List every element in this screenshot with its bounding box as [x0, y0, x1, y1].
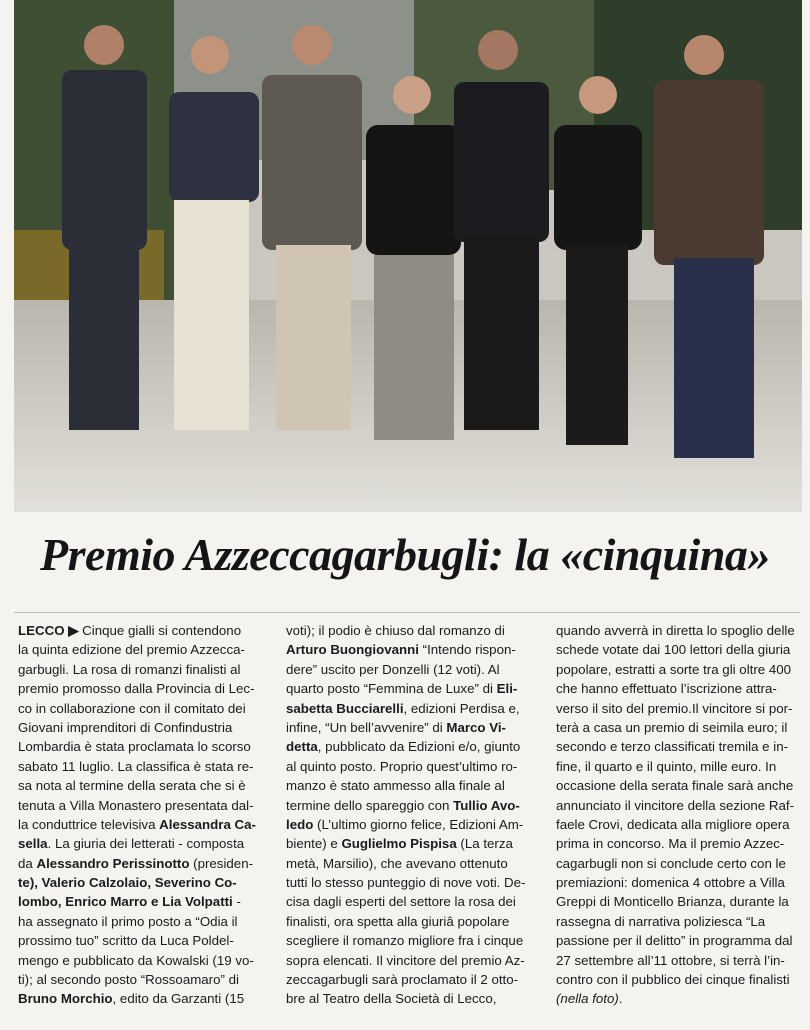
article-text: premio promosso dalla Provincia di Lec-	[18, 681, 255, 697]
article-line	[286, 737, 534, 756]
article-text: Marco Vi-	[446, 719, 506, 735]
article-text: “Intendo rispon-	[418, 642, 516, 658]
article-line	[286, 621, 534, 640]
article-text: verso il sito del premio.Il vincitore si por-	[556, 700, 793, 716]
article-line	[556, 737, 804, 756]
article-line	[18, 640, 266, 659]
article-text: (presiden-	[189, 855, 254, 871]
article-text: ledo	[286, 816, 314, 832]
article-line	[556, 796, 804, 815]
article-line	[556, 892, 804, 911]
article-line	[556, 951, 804, 970]
article-text: quando avverrà in diretta lo spoglio delle	[556, 623, 795, 638]
article-text: Eli-	[496, 681, 518, 697]
article-text: popolare, estratti a sorte tra gli oltre 400	[556, 661, 792, 677]
article-line	[286, 815, 534, 834]
article-line	[286, 796, 534, 815]
article-line	[286, 951, 534, 970]
article-line	[556, 621, 804, 640]
article-text: . La giuria dei letterati - composta	[47, 836, 245, 852]
article-line	[18, 854, 266, 873]
article-line	[18, 951, 266, 970]
article-line	[556, 970, 804, 989]
article-text: garbugli. La rosa di romanzi finalisti al	[18, 661, 241, 677]
article-text: 27 settembre all’11 ottobre, si terrà l’in-	[556, 952, 785, 968]
article-text: faele Crovi, dedicata alla migliore opera	[556, 816, 790, 832]
article-text: (nella foto)	[556, 991, 619, 1007]
article-text: Cinque gialli si contendono	[82, 623, 242, 638]
article-text: scegliere il romanzo migliore fra i cinque	[286, 933, 524, 949]
article-text: mengo e pubblicato da Kowalski (19 vo-	[18, 952, 254, 968]
article-text: passione per il delitto” in programma dal	[556, 933, 793, 949]
article-text: -	[232, 894, 241, 910]
article-line	[556, 854, 804, 873]
article-line	[286, 660, 534, 679]
article-line	[18, 621, 266, 640]
article-text: la quinta edizione del premio Azzecca-	[18, 642, 245, 658]
article-text: Greppi di Monticello Brianza, durante la	[556, 894, 789, 910]
article-line	[286, 699, 534, 718]
article-text: sabato 11 luglio. La classifica è stata re-	[18, 758, 254, 774]
article-text: (La terza	[456, 836, 513, 852]
article-text: occasione della serata finale sarà anche	[556, 778, 794, 794]
article-line	[286, 640, 534, 659]
article-line	[18, 989, 266, 1008]
article-text: detta	[286, 739, 318, 755]
article-text: sopra elencati. Il vincitore del premio Az-	[286, 952, 525, 968]
article-line	[556, 757, 804, 776]
article-text: sella	[18, 836, 48, 852]
article-text: zeccagarbugli sarà proclamato il 2 otto-	[286, 972, 519, 988]
article-text: Giovani imprenditori di Confindustria	[18, 719, 233, 735]
article-text: tutti lo stesso punteggio di nove voti. De-	[286, 875, 526, 891]
article-line	[556, 660, 804, 679]
article-line	[556, 873, 804, 892]
article-line	[18, 718, 266, 737]
article-column-3	[556, 621, 804, 1009]
article-line	[18, 660, 266, 679]
article-line	[18, 815, 266, 834]
article-line	[286, 854, 534, 873]
article-text: cagarbugli non si conclude certo con le	[556, 855, 786, 871]
article-text: Guglielmo Pispisa	[341, 836, 457, 852]
article-line	[556, 931, 804, 950]
article-line	[18, 699, 266, 718]
article-line	[556, 989, 804, 1008]
article-text: voti); il podio è chiuso dal romanzo di	[286, 623, 505, 638]
article-text: Lombardia è stata proclamata lo scorso	[18, 739, 251, 755]
article-line	[18, 873, 266, 892]
article-text: Tullio Avo-	[453, 797, 520, 813]
article-text: che hanno effettuato l’iscrizione attra-	[556, 681, 777, 697]
article-text: te),	[18, 875, 42, 891]
article-text: rassegna di narrativa poliziesca “La	[556, 913, 766, 929]
article-line	[286, 834, 534, 853]
article-text: metà, Marsilio), che avevano ottenuto	[286, 855, 508, 871]
article-line	[556, 640, 804, 659]
article-text: Arturo Buongiovanni	[286, 642, 419, 658]
article-headline: Premio Azzeccagarbugli: la «cinquina»	[40, 529, 770, 580]
article-line	[286, 873, 534, 892]
article-text: terà a casa un premio di seimila euro; il	[556, 719, 788, 735]
article-text: prossimo tuo” scritto da Luca Poldel-	[18, 933, 234, 949]
article-line	[286, 776, 534, 795]
article-column-2	[286, 621, 534, 1009]
article-line	[556, 776, 804, 795]
article-text: prima in concorso. Ma il premio Azzec-	[556, 836, 785, 852]
article-line	[286, 912, 534, 931]
article-text: dere” uscito per Donzelli (12 voti). Al	[286, 661, 500, 677]
article-text: ha assegnato il primo posto a “Odia il	[18, 913, 238, 929]
divider	[14, 612, 800, 613]
article-line	[18, 970, 266, 989]
article-text: , pubblicato da Edizioni e/o, giunto	[317, 739, 521, 755]
article-text: annunciato il vincitore della sezione Raf-	[556, 797, 795, 813]
article-text: finalisti, ora spetta alla giuriâ popolare	[286, 913, 510, 929]
article-line	[286, 970, 534, 989]
article-line	[18, 892, 266, 911]
article-text: Valerio Calzolaio, Severino Co-	[41, 875, 237, 891]
article-line	[556, 834, 804, 853]
article-text: quarto posto “Femmina de Luxe” di	[286, 681, 497, 697]
article-text: LECCO	[18, 623, 69, 638]
article-text: Alessandro Perissinotto	[36, 855, 190, 871]
article-text: (L’ultimo giorno felice, Edizioni Am-	[313, 816, 524, 832]
article-text: tenuta a Villa Monastero presentata dal-	[18, 797, 254, 813]
article-line	[18, 912, 266, 931]
article-line	[18, 776, 266, 795]
article-line	[556, 679, 804, 698]
article-text: la conduttrice televisiva	[18, 816, 160, 832]
article-line	[286, 757, 534, 776]
article-line	[18, 931, 266, 950]
article-text: infine, “Un bell’avvenire” di	[286, 719, 447, 735]
article-line	[286, 679, 534, 698]
article-line	[286, 931, 534, 950]
article-text: ti); al secondo posto “Rossoamaro” di	[18, 972, 239, 988]
article-line	[18, 679, 266, 698]
article-text: ▶	[68, 623, 83, 638]
article-text: cisa dagli esperti del settore la rosa dei	[286, 894, 516, 910]
article-text: secondo e terzo classificati tremila e in-	[556, 739, 789, 755]
article-line	[286, 718, 534, 737]
article-text: schede votate dai 100 lettori della giuria	[556, 642, 791, 658]
article-text: .	[618, 991, 623, 1007]
article-line	[556, 815, 804, 834]
article-line	[556, 912, 804, 931]
article-text: manzo è stato ammesso alla finale al	[286, 778, 505, 794]
article-line	[18, 796, 266, 815]
article-text: sa nota al termine della serata che si è	[18, 778, 246, 794]
article-column-1	[18, 621, 266, 1009]
article-text: co in collaborazione con il comitato dei	[18, 700, 246, 716]
article-text: bre al Teatro della Società di Lecco,	[286, 991, 497, 1007]
article-text: da	[18, 855, 37, 871]
article-text: sabetta Bucciarelli	[286, 700, 404, 716]
article-text: Bruno Morchio	[18, 991, 113, 1007]
article-text: fine, il quarto e il quinto, mille euro. In	[556, 758, 777, 774]
article-line	[556, 718, 804, 737]
article-line	[286, 989, 534, 1008]
article-text: , edito da Garzanti (15	[112, 991, 245, 1007]
article-text: Alessandra Ca-	[159, 816, 256, 832]
article-line	[18, 834, 266, 853]
article-line	[556, 699, 804, 718]
article-line	[18, 757, 266, 776]
article-text: premiazioni: domenica 4 ottobre a Villa	[556, 875, 785, 891]
article-line	[18, 737, 266, 756]
photo-illustration	[14, 0, 802, 512]
article-text: contro con il pubblico dei cinque finalisti	[556, 972, 790, 988]
article-text: termine dello spareggio con	[286, 797, 454, 813]
article-text: , edizioni Perdisa e,	[403, 700, 520, 716]
article-line	[286, 892, 534, 911]
group-photo	[14, 0, 802, 512]
article-text: lombo, Enrico Marro e Lia Volpatti	[18, 894, 233, 910]
article-text: al quinto posto. Proprio quest’ultimo ro-	[286, 758, 518, 774]
article-text: biente) e	[286, 836, 342, 852]
